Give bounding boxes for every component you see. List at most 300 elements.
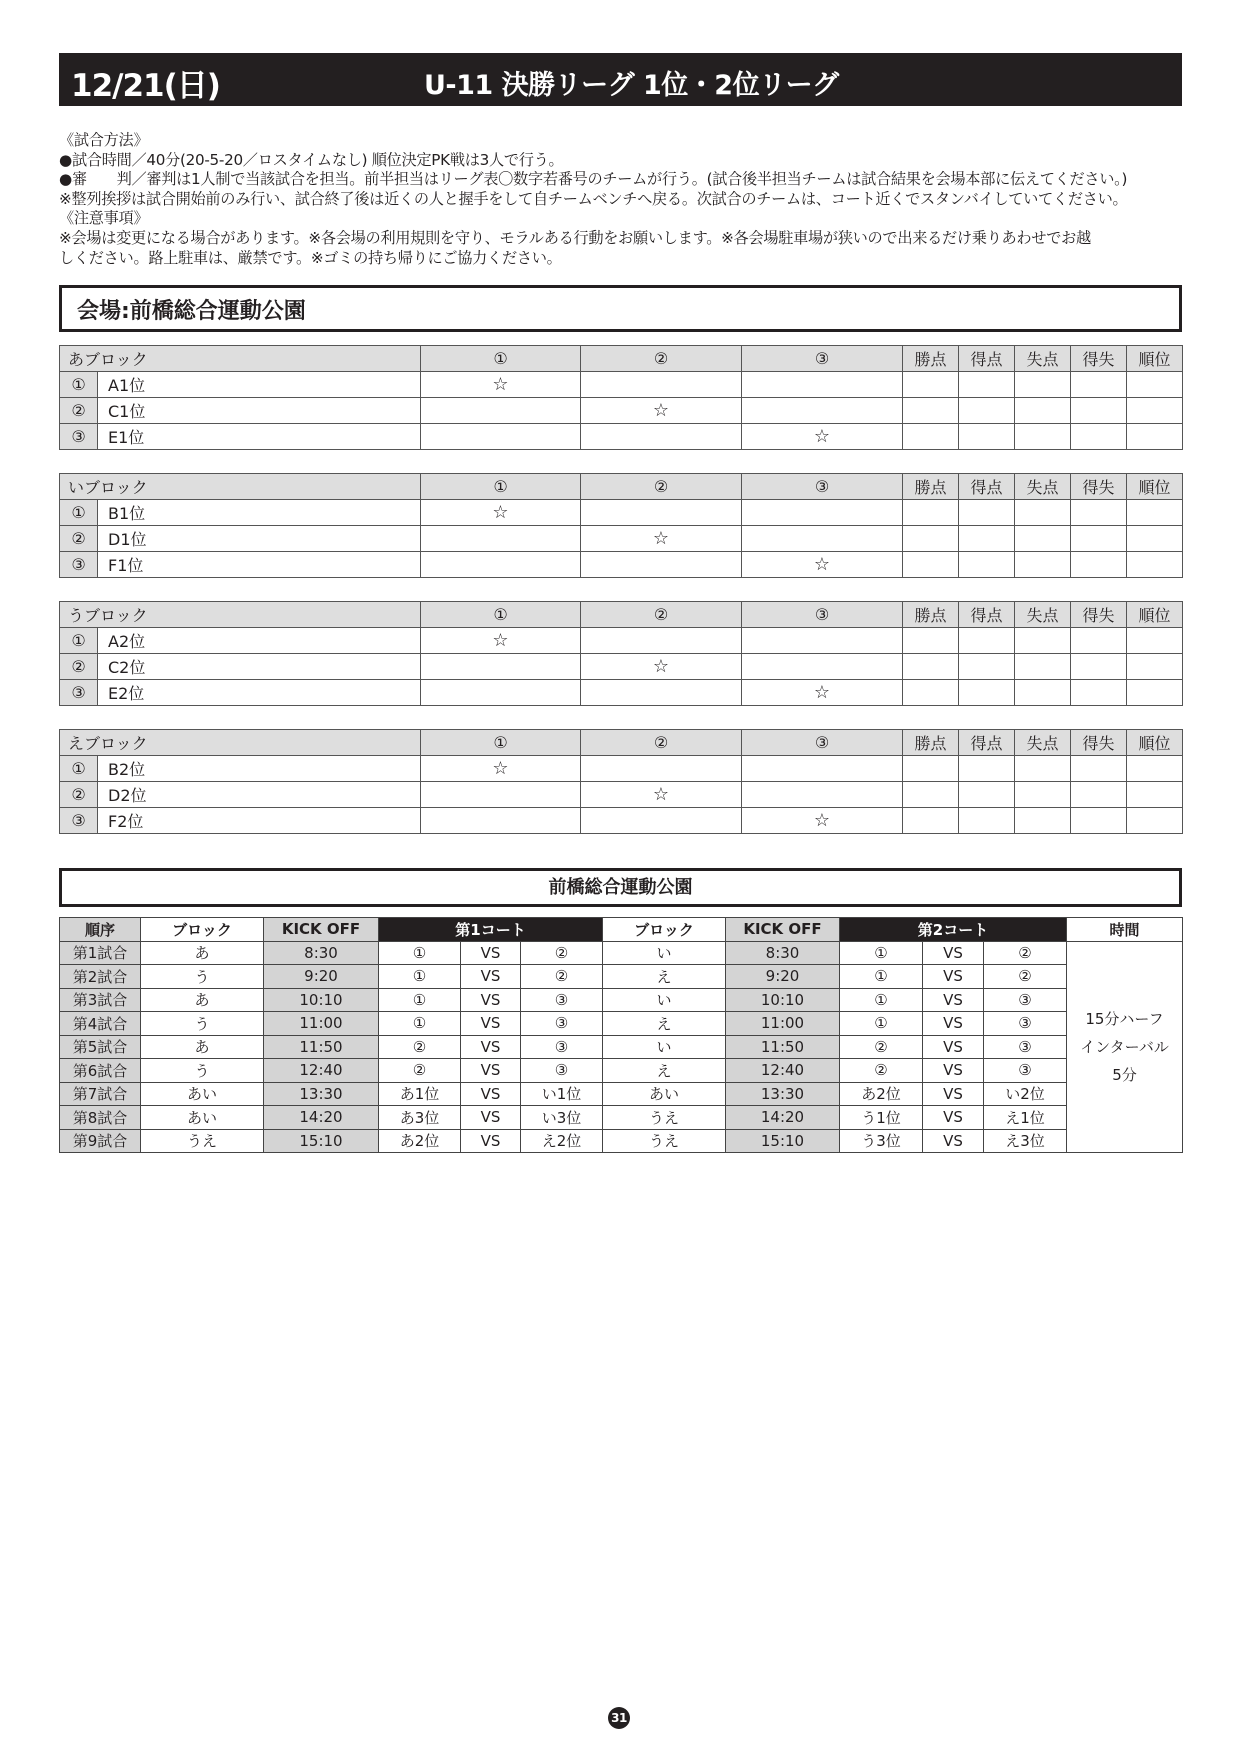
match-order: 第4試合: [60, 1012, 141, 1036]
result-cell: [581, 372, 742, 398]
team-row: [60, 500, 1183, 526]
star-icon: ☆: [652, 400, 670, 421]
team-name: E2位: [98, 680, 421, 706]
stat-cell: [959, 526, 1015, 552]
result-cell: [742, 398, 903, 424]
stat-cell: [903, 552, 959, 578]
star-icon: ☆: [652, 784, 670, 805]
court1-home: あ1位: [379, 1082, 461, 1106]
star-icon: ☆: [813, 810, 831, 831]
court2-home: ①: [840, 1012, 923, 1036]
team-name: F2位: [98, 808, 421, 834]
stat-cell: [1015, 424, 1071, 450]
result-cell: [421, 680, 581, 706]
court2-home: ①: [840, 941, 923, 965]
stat-column-header: 勝点: [903, 602, 959, 628]
stat-cell: [1015, 782, 1071, 808]
team-row: [60, 628, 1183, 654]
court1-away: い1位: [521, 1082, 603, 1106]
court2-away: ③: [984, 1012, 1067, 1036]
header-kickoff-court1: KICK OFF: [264, 918, 379, 942]
stat-cell: [1071, 398, 1127, 424]
court1-vs: VS: [461, 1129, 521, 1153]
court1-kickoff: 12:40: [264, 1059, 379, 1083]
stat-cell: [959, 654, 1015, 680]
court2-vs: VS: [923, 941, 984, 965]
team-number: ②: [60, 782, 98, 808]
star-icon: ☆: [813, 682, 831, 703]
stat-cell: [1071, 628, 1127, 654]
court1-away: ③: [521, 988, 603, 1012]
league-table: [59, 601, 1183, 706]
court1-home: あ3位: [379, 1106, 461, 1130]
court1-vs: VS: [461, 965, 521, 989]
stat-column-header: 順位: [1127, 602, 1183, 628]
court1-block: う: [141, 1012, 264, 1036]
stat-column-header: 得失: [1071, 474, 1127, 500]
schedule-row: [60, 1035, 1183, 1059]
team-row: [60, 552, 1183, 578]
stat-cell: [1071, 808, 1127, 834]
stat-cell: [1071, 654, 1127, 680]
stat-cell: [1071, 552, 1127, 578]
result-cell-self: [581, 398, 742, 424]
stat-column-header: 失点: [1015, 730, 1071, 756]
court1-block: あ: [141, 988, 264, 1012]
block-name: いブロック: [60, 474, 421, 500]
court2-block: うえ: [603, 1106, 726, 1130]
result-cell: [742, 628, 903, 654]
team-number: ③: [60, 808, 98, 834]
stat-cell: [903, 526, 959, 552]
team-number: ①: [60, 372, 98, 398]
result-cell-self: [742, 424, 903, 450]
court1-vs: VS: [461, 941, 521, 965]
result-cell: [421, 424, 581, 450]
stat-cell: [1071, 756, 1127, 782]
court2-block: え: [603, 1012, 726, 1036]
stat-cell: [903, 654, 959, 680]
court2-kickoff: 8:30: [726, 941, 840, 965]
match-order: 第9試合: [60, 1129, 141, 1153]
result-cell: [581, 552, 742, 578]
notes-heading-method: 《試合方法》: [59, 131, 149, 149]
court1-block: あい: [141, 1082, 264, 1106]
court1-vs: VS: [461, 988, 521, 1012]
court1-vs: VS: [461, 1082, 521, 1106]
stat-cell: [1127, 398, 1183, 424]
result-cell: [421, 808, 581, 834]
court2-kickoff: 12:40: [726, 1059, 840, 1083]
league-header-row: [60, 602, 1183, 628]
result-cell: [421, 552, 581, 578]
match-order: 第8試合: [60, 1106, 141, 1130]
duration-line: インターバル: [1080, 1037, 1169, 1056]
stat-cell: [1015, 654, 1071, 680]
court1-kickoff: 15:10: [264, 1129, 379, 1153]
stat-cell: [1127, 756, 1183, 782]
league-header-row: [60, 474, 1183, 500]
court1-block: う: [141, 1059, 264, 1083]
court1-home: ②: [379, 1059, 461, 1083]
block-name: あブロック: [60, 346, 421, 372]
team-number: ③: [60, 552, 98, 578]
rules-notes: [59, 131, 1189, 268]
stat-cell: [1015, 398, 1071, 424]
court2-kickoff: 14:20: [726, 1106, 840, 1130]
stat-column-header: 得失: [1071, 346, 1127, 372]
header-court1: 第1コート: [379, 918, 603, 942]
schedule-row: [60, 988, 1183, 1012]
court1-home: ①: [379, 965, 461, 989]
page-title: U-11 決勝リーグ 1位・2位リーグ: [424, 70, 839, 101]
stat-cell: [903, 372, 959, 398]
stat-column-header: 順位: [1127, 730, 1183, 756]
team-name: F1位: [98, 552, 421, 578]
stat-cell: [1071, 500, 1127, 526]
court1-kickoff: 11:00: [264, 1012, 379, 1036]
court1-block: あい: [141, 1106, 264, 1130]
opponent-column-header: ③: [742, 602, 903, 628]
court2-home: ②: [840, 1035, 923, 1059]
duration-line: 5分: [1112, 1065, 1137, 1084]
court2-vs: VS: [923, 1012, 984, 1036]
result-cell-self: [421, 500, 581, 526]
stat-cell: [1127, 628, 1183, 654]
match-order: 第2試合: [60, 965, 141, 989]
team-row: [60, 526, 1183, 552]
result-cell: [581, 424, 742, 450]
court1-vs: VS: [461, 1035, 521, 1059]
opponent-column-header: ③: [742, 346, 903, 372]
court2-home: あ2位: [840, 1082, 923, 1106]
opponent-column-header: ①: [421, 730, 581, 756]
match-order: 第5試合: [60, 1035, 141, 1059]
stat-cell: [903, 756, 959, 782]
team-number: ③: [60, 424, 98, 450]
court2-vs: VS: [923, 1129, 984, 1153]
team-name: B2位: [98, 756, 421, 782]
stat-cell: [903, 500, 959, 526]
opponent-column-header: ③: [742, 730, 903, 756]
result-cell: [581, 756, 742, 782]
stat-column-header: 失点: [1015, 602, 1071, 628]
stat-cell: [959, 372, 1015, 398]
team-row: [60, 782, 1183, 808]
schedule-venue-banner: [59, 868, 1182, 907]
stat-cell: [1127, 526, 1183, 552]
stat-cell: [959, 628, 1015, 654]
stat-cell: [903, 628, 959, 654]
stat-cell: [959, 782, 1015, 808]
court2-home: う1位: [840, 1106, 923, 1130]
team-row: [60, 372, 1183, 398]
league-header-row: [60, 346, 1183, 372]
stat-column-header: 得点: [959, 730, 1015, 756]
result-cell-self: [581, 782, 742, 808]
court2-kickoff: 11:50: [726, 1035, 840, 1059]
stat-cell: [1015, 500, 1071, 526]
court1-home: あ2位: [379, 1129, 461, 1153]
court2-away: え3位: [984, 1129, 1067, 1153]
court1-kickoff: 8:30: [264, 941, 379, 965]
stat-cell: [903, 680, 959, 706]
result-cell-self: [421, 628, 581, 654]
league-header-row: [60, 730, 1183, 756]
opponent-column-header: ①: [421, 346, 581, 372]
stat-cell: [1127, 782, 1183, 808]
opponent-column-header: ①: [421, 474, 581, 500]
event-date: 12/21(日): [71, 68, 220, 104]
court2-away: ③: [984, 1059, 1067, 1083]
court2-away: い2位: [984, 1082, 1067, 1106]
stat-cell: [1015, 372, 1071, 398]
court2-kickoff: 10:10: [726, 988, 840, 1012]
stat-cell: [1127, 372, 1183, 398]
stat-cell: [1127, 654, 1183, 680]
star-icon: ☆: [492, 502, 509, 523]
league-table: [59, 473, 1183, 578]
stat-cell: [1015, 808, 1071, 834]
court2-block: い: [603, 988, 726, 1012]
court1-block: うえ: [141, 1129, 264, 1153]
match-order: 第7試合: [60, 1082, 141, 1106]
team-name: C1位: [98, 398, 421, 424]
court2-block: あい: [603, 1082, 726, 1106]
schedule-row: [60, 1012, 1183, 1036]
court1-kickoff: 10:10: [264, 988, 379, 1012]
stat-cell: [1071, 526, 1127, 552]
stat-cell: [1071, 680, 1127, 706]
court2-vs: VS: [923, 1082, 984, 1106]
court1-kickoff: 11:50: [264, 1035, 379, 1059]
schedule-row: [60, 941, 1183, 965]
team-row: [60, 756, 1183, 782]
result-cell-self: [742, 552, 903, 578]
team-name: D2位: [98, 782, 421, 808]
court2-block: い: [603, 1035, 726, 1059]
stat-cell: [903, 398, 959, 424]
duration-line: 15分ハーフ: [1085, 1009, 1164, 1028]
court1-home: ①: [379, 1012, 461, 1036]
result-cell-self: [581, 654, 742, 680]
court2-away: ②: [984, 965, 1067, 989]
stat-column-header: 勝点: [903, 346, 959, 372]
court1-kickoff: 13:30: [264, 1082, 379, 1106]
match-order: 第3試合: [60, 988, 141, 1012]
stat-cell: [1127, 500, 1183, 526]
stat-cell: [1071, 372, 1127, 398]
stat-column-header: 得点: [959, 474, 1015, 500]
court1-away: ③: [521, 1012, 603, 1036]
stat-cell: [959, 500, 1015, 526]
court1-block: あ: [141, 941, 264, 965]
notes-heading-cautions: 《注意事項》: [59, 209, 149, 228]
stat-cell: [959, 680, 1015, 706]
team-number: ③: [60, 680, 98, 706]
team-row: [60, 808, 1183, 834]
league-table: [59, 729, 1183, 834]
court2-home: ①: [840, 988, 923, 1012]
stat-column-header: 得失: [1071, 730, 1127, 756]
stat-cell: [1071, 424, 1127, 450]
opponent-column-header: ①: [421, 602, 581, 628]
team-name: D1位: [98, 526, 421, 552]
venue-label: 会場:前橋総合運動公園: [77, 299, 306, 324]
result-cell: [742, 500, 903, 526]
stat-column-header: 得失: [1071, 602, 1127, 628]
court1-away: い3位: [521, 1106, 603, 1130]
team-number: ①: [60, 628, 98, 654]
result-cell: [742, 372, 903, 398]
note-parking: しください。路上駐車は、厳禁です。※ゴミの持ち帰りにご協力ください。: [59, 248, 562, 267]
court2-away: ②: [984, 941, 1067, 965]
stat-cell: [903, 424, 959, 450]
header-block-court2: ブロック: [603, 918, 726, 942]
stat-cell: [959, 552, 1015, 578]
court2-block: え: [603, 1059, 726, 1083]
court2-away: ③: [984, 988, 1067, 1012]
result-cell: [581, 808, 742, 834]
result-cell-self: [421, 756, 581, 782]
team-name: A1位: [98, 372, 421, 398]
stat-column-header: 得点: [959, 346, 1015, 372]
venue-heading: [59, 285, 1182, 332]
result-cell: [742, 526, 903, 552]
stat-column-header: 勝点: [903, 730, 959, 756]
court2-kickoff: 13:30: [726, 1082, 840, 1106]
schedule-row: [60, 1106, 1183, 1130]
result-cell: [421, 398, 581, 424]
note-greeting: ※整列挨拶は試合開始前のみ行い、試合終了後は近くの人と握手をして自チームベンチへ戻る。次試合のチームは、コート近くでスタンバイしていてください。: [59, 189, 1128, 208]
stat-cell: [903, 808, 959, 834]
team-name: B1位: [98, 500, 421, 526]
star-icon: ☆: [652, 528, 670, 549]
team-number: ②: [60, 526, 98, 552]
court2-block: うえ: [603, 1129, 726, 1153]
stat-column-header: 得点: [959, 602, 1015, 628]
court1-kickoff: 9:20: [264, 965, 379, 989]
court1-away: ③: [521, 1035, 603, 1059]
team-number: ②: [60, 398, 98, 424]
court1-away: ②: [521, 965, 603, 989]
court1-block: う: [141, 965, 264, 989]
stat-cell: [1127, 680, 1183, 706]
stat-column-header: 失点: [1015, 346, 1071, 372]
stat-column-header: 失点: [1015, 474, 1071, 500]
match-duration-note: [1067, 941, 1183, 1153]
stat-column-header: 順位: [1127, 474, 1183, 500]
court1-away: ②: [521, 941, 603, 965]
court1-home: ①: [379, 941, 461, 965]
opponent-column-header: ③: [742, 474, 903, 500]
opponent-column-header: ②: [581, 602, 742, 628]
stat-cell: [1127, 808, 1183, 834]
result-cell-self: [742, 680, 903, 706]
header-court2: 第2コート: [840, 918, 1067, 942]
court2-home: ②: [840, 1059, 923, 1083]
court2-block: え: [603, 965, 726, 989]
stat-column-header: 勝点: [903, 474, 959, 500]
header-order: 順序: [60, 918, 141, 942]
result-cell-self: [421, 372, 581, 398]
result-cell-self: [581, 526, 742, 552]
header-kickoff-court2: KICK OFF: [726, 918, 840, 942]
star-icon: ☆: [492, 630, 509, 651]
stat-cell: [903, 782, 959, 808]
stat-cell: [959, 424, 1015, 450]
result-cell: [581, 680, 742, 706]
league-table: [59, 345, 1183, 450]
block-name: うブロック: [60, 602, 421, 628]
court2-home: う3位: [840, 1129, 923, 1153]
court2-away: ③: [984, 1035, 1067, 1059]
court2-block: い: [603, 941, 726, 965]
stat-cell: [1127, 424, 1183, 450]
court2-vs: VS: [923, 988, 984, 1012]
schedule-row: [60, 965, 1183, 989]
court1-away: え2位: [521, 1129, 603, 1153]
result-cell-self: [742, 808, 903, 834]
schedule-venue-label: 前橋総合運動公園: [548, 877, 693, 898]
team-row: [60, 424, 1183, 450]
team-name: C2位: [98, 654, 421, 680]
team-name: E1位: [98, 424, 421, 450]
match-order: 第1試合: [60, 941, 141, 965]
schedule-row: [60, 1059, 1183, 1083]
star-icon: ☆: [652, 656, 670, 677]
court2-home: ①: [840, 965, 923, 989]
court1-vs: VS: [461, 1012, 521, 1036]
star-icon: ☆: [813, 554, 831, 575]
court2-vs: VS: [923, 1059, 984, 1083]
stat-cell: [959, 398, 1015, 424]
team-number: ①: [60, 500, 98, 526]
result-cell: [581, 628, 742, 654]
star-icon: ☆: [492, 374, 509, 395]
court1-block: あ: [141, 1035, 264, 1059]
court1-away: ③: [521, 1059, 603, 1083]
note-match-time: ●試合時間／40分(20-5-20／ロスタイムなし) 順位決定PK戦は3人で行う。: [59, 150, 564, 169]
result-cell: [742, 756, 903, 782]
stat-column-header: 順位: [1127, 346, 1183, 372]
team-row: [60, 654, 1183, 680]
result-cell: [421, 654, 581, 680]
opponent-column-header: ②: [581, 346, 742, 372]
court1-kickoff: 14:20: [264, 1106, 379, 1130]
block-name: えブロック: [60, 730, 421, 756]
court1-vs: VS: [461, 1106, 521, 1130]
stat-cell: [1015, 628, 1071, 654]
schedule-header-row: [60, 918, 1183, 942]
court2-kickoff: 15:10: [726, 1129, 840, 1153]
court2-vs: VS: [923, 965, 984, 989]
note-venue-rules: ※会場は変更になる場合があります。※各会場の利用規則を守り、モラルある行動をお願いします。※各会場駐車場が狭いので出来るだけ乗りあわせでお越: [59, 228, 1091, 247]
court2-away: え1位: [984, 1106, 1067, 1130]
match-schedule-table: [59, 917, 1183, 1153]
stat-cell: [1015, 526, 1071, 552]
star-icon: ☆: [813, 426, 831, 447]
schedule-row: [60, 1129, 1183, 1153]
opponent-column-header: ②: [581, 474, 742, 500]
match-order: 第6試合: [60, 1059, 141, 1083]
court2-kickoff: 9:20: [726, 965, 840, 989]
court1-home: ②: [379, 1035, 461, 1059]
court1-vs: VS: [461, 1059, 521, 1083]
opponent-column-header: ②: [581, 730, 742, 756]
star-icon: ☆: [492, 758, 509, 779]
team-number: ②: [60, 654, 98, 680]
